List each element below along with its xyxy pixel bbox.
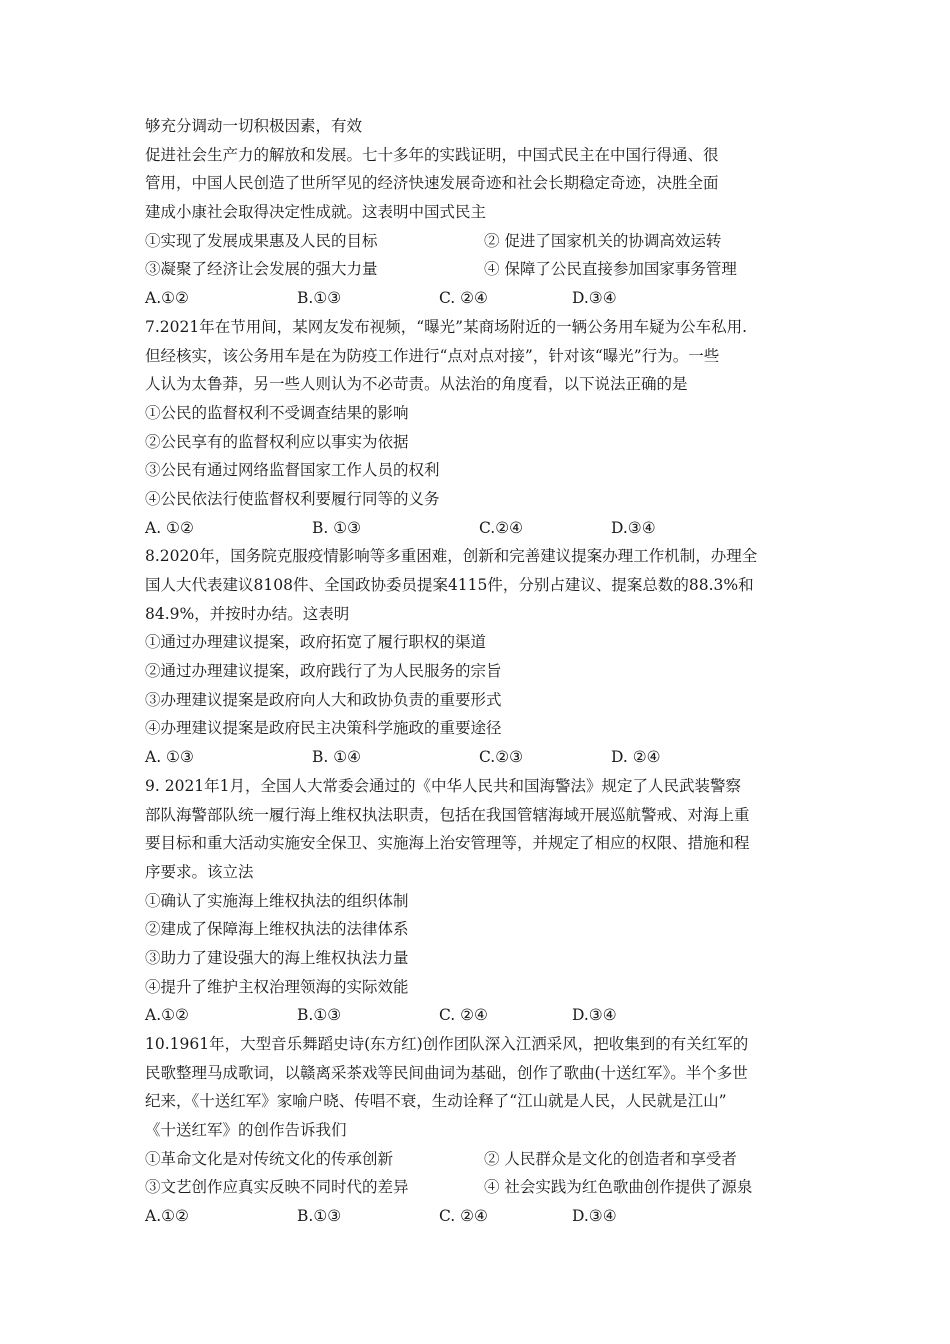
option-1: ①通过办理建议提案，政府拓宽了履行职权的渠道 xyxy=(145,633,487,652)
answer-row xyxy=(145,743,815,772)
answer-row xyxy=(145,1001,815,1030)
option-3: ③凝聚了经济让会发展的强大力量 xyxy=(145,260,378,279)
option-4: ④ 保障了公民直接参加国家事务管理 xyxy=(484,260,737,279)
option-4: ④公民依法行使监督权利要履行同等的义务 xyxy=(145,489,440,508)
answer-d: D.③④ xyxy=(611,518,656,537)
option-2: ②公民享有的监督权利应以事实为依据 xyxy=(145,432,409,451)
question-stem-line: 8.2020年，国务院克服疫情影响等多重困难，创新和完善建议提案办理工作机制，办理全 xyxy=(145,547,758,566)
question-7 xyxy=(145,313,815,543)
answer-b: B. ①④ xyxy=(312,748,362,767)
option-1: ①公民的监督权利不受调查结果的影响 xyxy=(145,403,409,422)
question-stem-line: 《十送红军》的创作告诉我们 xyxy=(145,1121,347,1140)
option-2: ② 人民群众是文化的创造者和享受者 xyxy=(484,1149,737,1168)
answer-c: C.②④ xyxy=(479,518,524,537)
option-row xyxy=(145,227,815,256)
option-1: ①确认了实施海上维权执法的组织体制 xyxy=(145,891,409,910)
answer-row xyxy=(145,1202,815,1231)
answer-d: D.③④ xyxy=(572,1006,617,1025)
answer-c: C.②③ xyxy=(479,748,524,767)
option-2: ② 促进了国家机关的协调高效运转 xyxy=(484,231,722,250)
answer-b: B.①③ xyxy=(297,289,342,308)
question-10 xyxy=(145,1030,815,1231)
option-3: ③助力了建设强大的海上维权执法力量 xyxy=(145,948,409,967)
option-3: ③办理建议提案是政府向人大和政协负责的重要形式 xyxy=(145,690,502,709)
option-row xyxy=(145,1145,815,1174)
exam-page xyxy=(145,112,815,1231)
option-3: ③公民有通过网络监督国家工作人员的权利 xyxy=(145,461,440,480)
question-8 xyxy=(145,542,815,772)
question-stem-line: 国人大代表建议8108件、全国政协委员提案4115件，分别占建议、提案总数的88.3%和 xyxy=(145,576,754,594)
question-stem-line: 部队海警部队统一履行海上维权执法职责，包括在我国管辖海域开展巡航警戒、对海上重 xyxy=(145,805,750,824)
answer-b: B.①③ xyxy=(297,1006,342,1025)
question-stem-line: 7.2021年在节用间，某网友发布视频，“曝光”某商场附近的一辆公务用车疑为公车私用. xyxy=(145,317,748,336)
option-row xyxy=(145,1173,815,1202)
answer-c: C. ②④ xyxy=(439,289,488,308)
option-2: ②建成了保障海上维权执法的法律体系 xyxy=(145,920,409,939)
option-3: ③文艺创作应真实反映不同时代的差异 xyxy=(145,1178,409,1197)
question-stem-line: 够充分调动一切积极因素，有效 xyxy=(145,117,363,135)
answer-b: B. ①③ xyxy=(312,518,362,537)
answer-d: D. ②④ xyxy=(611,748,661,767)
answer-c: C. ②④ xyxy=(439,1207,488,1226)
question-stem-line: 人认为太鲁莽，另一些人则认为不必苛责。从法治的角度看，以下说法正确的是 xyxy=(145,375,688,394)
answer-a: A.①② xyxy=(145,1006,189,1025)
answer-a: A.①② xyxy=(145,1207,189,1226)
answer-row xyxy=(145,514,815,543)
question-6 xyxy=(145,112,815,313)
option-row xyxy=(145,255,815,284)
question-stem-line: 但经核实，该公务用车是在为防疫工作进行“点对点对接”，针对该“曝光”行为。一些 xyxy=(145,346,720,365)
question-stem-line: 促进社会生产力的解放和发展。七十多年的实践证明，中国式民主在中国行得通、很 xyxy=(145,145,719,164)
question-stem-line: 管用，中国人民创造了世所罕见的经济快速发展奇迹和社会长期稳定奇迹，决胜全面 xyxy=(145,174,719,193)
option-1: ①革命文化是对传统文化的传承创新 xyxy=(145,1149,394,1168)
option-4: ④ 社会实践为红色歌曲创作提供了源泉 xyxy=(484,1178,753,1197)
question-stem-line: 序要求。该立法 xyxy=(145,862,254,881)
option-4: ④提升了维护主权治理领海的实际效能 xyxy=(145,977,409,996)
question-9 xyxy=(145,772,815,1030)
question-stem-line: 纪来，《十送红军》家喻户晓、传唱不衰，生动诠释了“江山就是人民，人民就是江山” xyxy=(145,1092,727,1111)
answer-d: D.③④ xyxy=(572,1207,617,1226)
question-stem-line: 10.1961年，大型音乐舞蹈史诗(东方红)创作团队深入江洒采风，把收集到的有关红军的 xyxy=(145,1035,749,1053)
option-4: ④办理建议提案是政府民主决策科学施政的重要途径 xyxy=(145,719,502,738)
answer-a: A.①② xyxy=(145,289,189,308)
question-stem-line: 建成小康社会取得决定性成就。这表明中国式民主 xyxy=(145,203,487,222)
answer-d: D.③④ xyxy=(572,289,617,308)
question-stem-line: 9. 2021年1月，全国人大常委会通过的《中华人民共和国海警法》规定了人民武装警察 xyxy=(145,776,742,795)
answer-a: A. ①③ xyxy=(145,748,194,767)
question-stem-line: 民歌整理马成歌词，以赣离采茶戏等民间曲词为基础，创作了歌曲(十送红军》。半个多世 xyxy=(145,1063,748,1082)
answer-b: B.①③ xyxy=(297,1207,342,1226)
answer-row xyxy=(145,284,815,313)
option-1: ①实现了发展成果惠及人民的目标 xyxy=(145,231,378,250)
answer-c: C. ②④ xyxy=(439,1006,488,1025)
option-2: ②通过办理建议提案，政府践行了为人民服务的宗旨 xyxy=(145,662,502,681)
question-stem-line: 要目标和重大活动实施安全保卫、实施海上治安管理等，并规定了相应的权限、措施和程 xyxy=(145,834,750,853)
answer-a: A. ①② xyxy=(145,518,194,537)
question-stem-line: 84.9%，并按时办结。这表明 xyxy=(145,604,350,623)
